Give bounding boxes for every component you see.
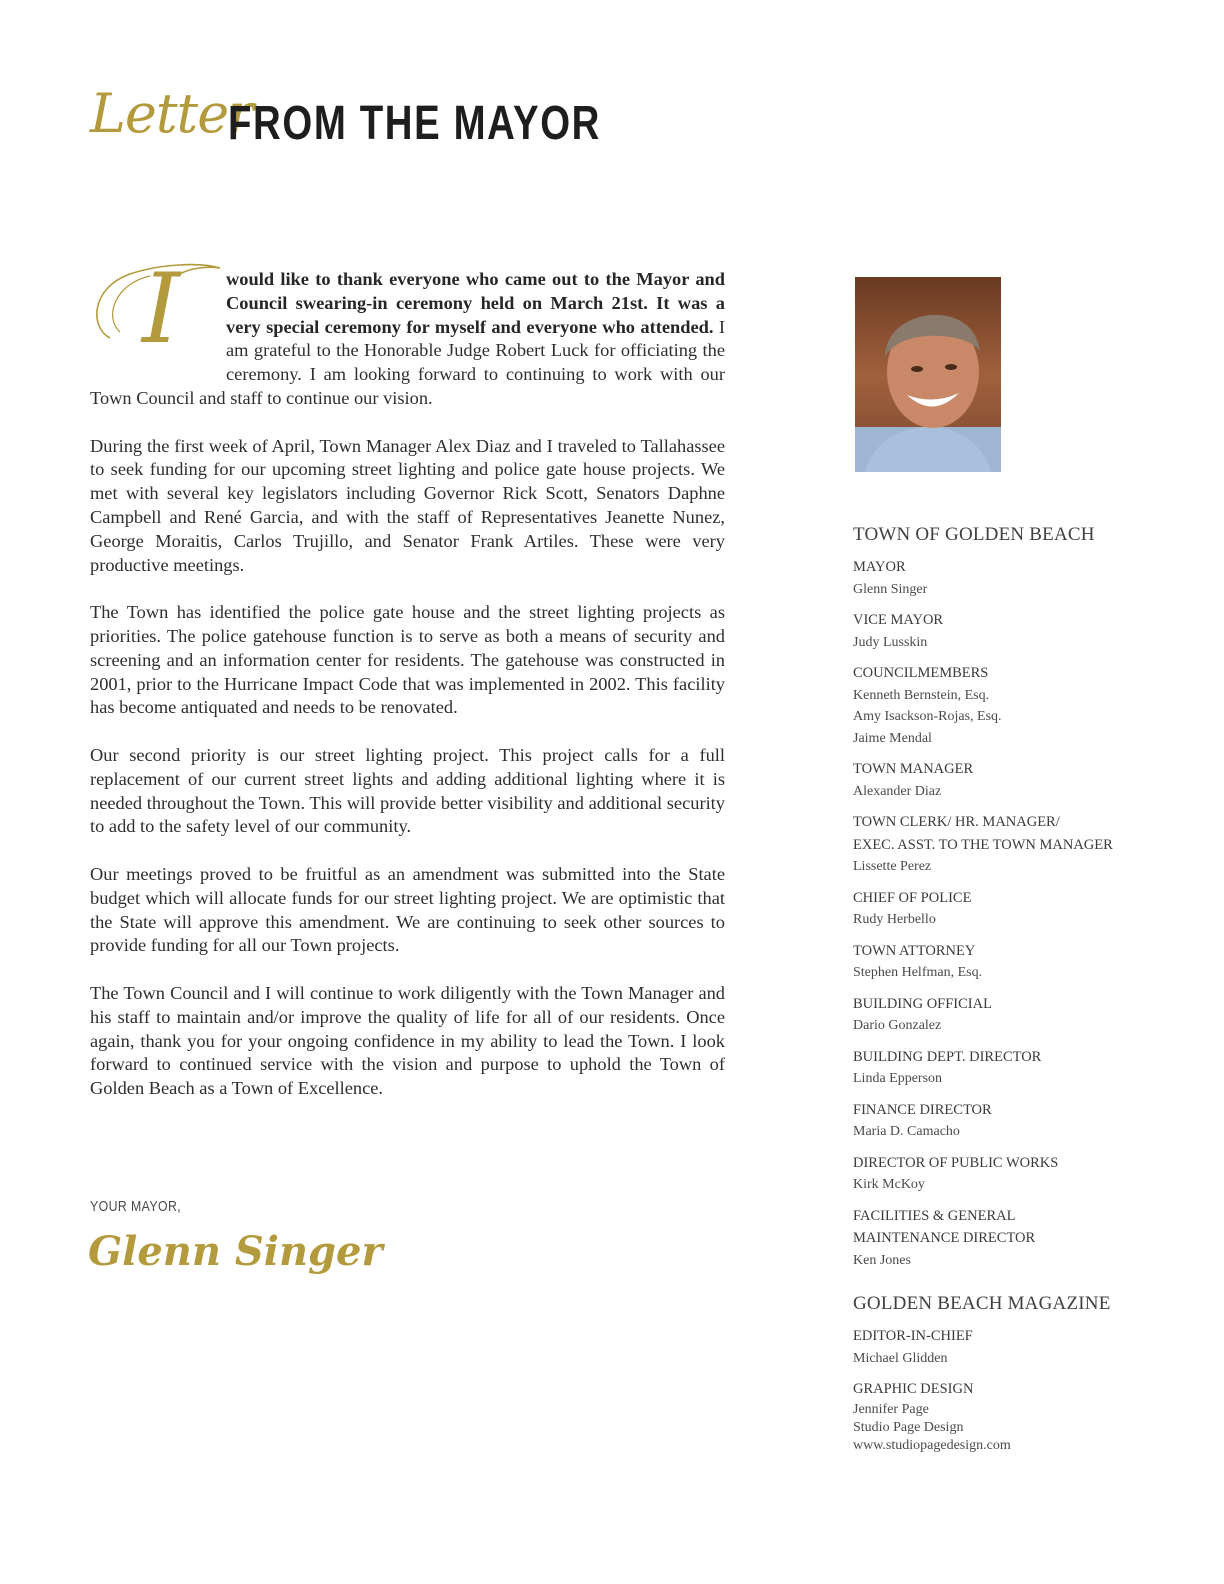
- dropcap-ornament: [90, 258, 226, 358]
- role-title: BUILDING DEPT. DIRECTOR: [853, 1048, 1042, 1065]
- role-title: CHIEF OF POLICE: [853, 889, 972, 906]
- role-name: Lissette Perez: [853, 859, 932, 874]
- header-script-word: Letter: [90, 82, 253, 145]
- role-name: Ken Jones: [853, 1252, 911, 1268]
- role-name: Kirk McKoy: [853, 1177, 925, 1192]
- letter-paragraph-2: During the first week of April, Town Manager Alex Diaz and I traveled to Tallahassee to seek funding for our upcoming street lighting and police gate house projects. We met with several key legislators including Governor Rick Scott, Senators Daphne Campbell and René Garcia, and with the staff of Representatives Jeanette Nunez, George Moraitis, Carlos Trujillo, and Senator Frank Artiles. These were very productive meetings.: [90, 435, 725, 575]
- role-title: BUILDING OFFICIAL: [853, 995, 992, 1012]
- role-name: Jennifer Page: [853, 1401, 929, 1417]
- role-title: VICE MAYOR: [853, 612, 944, 628]
- magazine-heading: GOLDEN BEACH MAGAZINE: [853, 1293, 1111, 1314]
- role-title: TOWN MANAGER: [853, 761, 974, 777]
- role-title: MAINTENANCE DIRECTOR: [853, 1230, 1036, 1246]
- masthead-entry: [853, 1205, 1193, 1272]
- masthead-entry: [853, 993, 1193, 1037]
- role-title: COUNCILMEMBERS: [853, 665, 989, 681]
- masthead-entry: [853, 662, 1193, 749]
- signoff-closing: YOUR MAYOR,: [90, 1198, 182, 1215]
- masthead-entry: [853, 1099, 1193, 1143]
- role-name: Linda Epperson: [853, 1071, 943, 1086]
- role-title: FACILITIES & GENERAL: [853, 1207, 1016, 1224]
- header-title: FROM THE MAYOR: [228, 97, 601, 150]
- masthead-entry: [853, 940, 1193, 984]
- page-header: [90, 78, 650, 158]
- role-title: EXEC. ASST. TO THE TOWN MANAGER: [853, 836, 1113, 853]
- role-name: Studio Page Design: [853, 1419, 964, 1435]
- town-heading: TOWN OF GOLDEN BEACH: [853, 524, 1095, 545]
- role-name: Maria D. Camacho: [853, 1124, 960, 1139]
- masthead: [853, 524, 1193, 1464]
- role-name: Stephen Helfman, Esq.: [853, 965, 983, 980]
- role-title: GRAPHIC DESIGN: [853, 1381, 974, 1397]
- masthead-entry: [853, 1152, 1193, 1196]
- role-name: Rudy Herbello: [853, 912, 936, 927]
- masthead-entry: [853, 1046, 1193, 1090]
- role-title: DIRECTOR OF PUBLIC WORKS: [853, 1154, 1059, 1171]
- role-name: Dario Gonzalez: [853, 1018, 942, 1033]
- letter-paragraph-3: The Town has identified the police gate house and the street lighting projects as priorities. The police gatehouse function is to serve as both a means of security and screening and an information center for residents. The gatehouse was constructed in 2001, prior to the Hurricane Impact Code that was implemented in 2002. This facility has become antiquated and needs to be renovated.: [90, 602, 725, 718]
- masthead-entry: [853, 887, 1193, 931]
- role-name: Alexander Diaz: [853, 783, 942, 799]
- lead-sentence: would like to thank everyone who came out to the Mayor and Council swearing-in ceremony held on March 21st. It was a very special ceremony for myself and everyone who attended.: [226, 269, 725, 337]
- designer-website-link[interactable]: www.studiopagedesign.com: [853, 1437, 1011, 1453]
- role-name: Jaime Mendal: [853, 730, 932, 746]
- letter-paragraph-1: [90, 258, 725, 411]
- dropcap-letter: I: [142, 258, 180, 358]
- role-title: MAYOR: [853, 559, 906, 575]
- role-title: FINANCE DIRECTOR: [853, 1101, 992, 1118]
- mayor-portrait-photo: [855, 277, 1001, 472]
- mayor-signature: Glenn Singer: [88, 1228, 383, 1275]
- masthead-entry: [853, 811, 1193, 878]
- role-name: Amy Isackson-Rojas, Esq.: [853, 709, 1002, 724]
- masthead-entry: [853, 1378, 1193, 1455]
- letter-paragraph-4: Our second priority is our street lighting project. This project calls for a full replacement of our current street lights and adding additional lighting where it is needed throughout the Town. This will provide better visibility and additional security to add to the safety level of our community.: [90, 744, 725, 837]
- letter-body: [90, 258, 725, 1125]
- paragraph-1-rest: I am grateful to the Honorable Judge Robert Luck for officiating the ceremony. I am looking forward to continuing to work with our Town Council and staff to continue our vision.: [90, 316, 725, 408]
- masthead-entry: [853, 1325, 1193, 1369]
- masthead-entry: [853, 556, 1193, 600]
- letter-paragraph-5: Our meetings proved to be fruitful as an amendment was submitted into the State budget which will allocate funds for our street lighting project. We are optimistic that the State will approve this amendment. We are continuing to seek other sources to provide funding for all our Town projects.: [90, 863, 725, 956]
- role-name: Glenn Singer: [853, 581, 928, 597]
- letter-paragraph-6: The Town Council and I will continue to work diligently with the Town Manager and his staff to maintain and/or improve the quality of life for all of our residents. Once again, thank you for your ongoing confidence in my ability to lead the Town. I look forward to continued service with the vision and purpose to uphold the Town of Golden Beach as a Town of Excellence.: [90, 982, 725, 1099]
- masthead-entry: [853, 758, 1193, 802]
- role-title: TOWN CLERK/ HR. MANAGER/: [853, 814, 1060, 830]
- role-name: Kenneth Bernstein, Esq.: [853, 687, 990, 703]
- role-title: EDITOR-IN-CHIEF: [853, 1328, 973, 1344]
- role-name: Michael Glidden: [853, 1350, 948, 1366]
- role-title: TOWN ATTORNEY: [853, 942, 976, 959]
- masthead-entry: [853, 609, 1193, 653]
- role-name: Judy Lusskin: [853, 634, 928, 650]
